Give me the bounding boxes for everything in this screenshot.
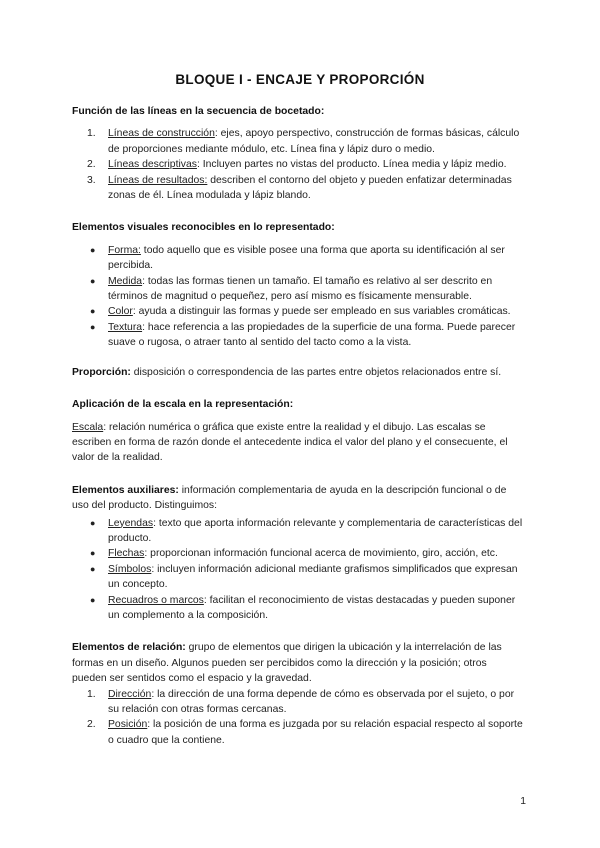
definition: : la dirección de una forma depende de cómo es observada por el sujeto, o por su relación con otras formas cercanas. [108,688,515,715]
document-body [72,104,524,748]
term: Leyendas [108,517,154,529]
list-item [72,243,524,274]
term: Escala [72,421,104,433]
section-heading-escala: Aplicación de la escala en la representación: [72,399,294,411]
list-item [72,687,524,718]
definition: : la posición de una forma es juzgada por su relación espacial respecto al soporte o cuadro que la contiene. [108,719,523,746]
list-number: 3. [87,174,96,186]
list-item [72,157,524,172]
definition: : todas las formas tienen un tamaño. El tamaño es relativo al ser descrito en términos de magnitud o pequeñez, pero así mismo es físicamente mensurable. [108,275,493,303]
term: Líneas descriptivas [108,159,197,171]
term: Color [108,306,133,318]
definition: : ayuda a distinguir las formas y puede ser empleado en sus variables cromáticas. [132,306,511,318]
list-number: 1. [87,688,96,700]
bullet-icon: ● [90,321,96,332]
definition: : facilitan el reconocimiento de vistas destacadas y pueden suponer un complemento a la composición. [108,594,516,621]
term: Símbolos [108,563,152,575]
elementos-visuales-list [72,243,524,351]
bullet-icon: ● [90,563,96,574]
page-number: 1 [520,796,526,807]
bullet-icon: ● [90,244,96,255]
auxiliares-paragraph [72,483,524,514]
definition: : ejes, apoyo perspectivo, construcción de formas básicas, cálculo de proporciones mediante módulo, etc. Línea fina y lápiz duro o medio. [108,128,520,155]
term: Dirección [108,688,152,700]
definition: : incluyen información adicional mediante grafismos simplificados que expresan un concepto. [108,563,518,591]
bullet-icon: ● [90,275,96,286]
auxiliares-label: Elementos auxiliares: [72,484,179,496]
bullet-icon: ● [90,306,96,317]
list-item [72,173,524,204]
term: Posición [108,719,148,731]
bullet-icon: ● [90,548,96,559]
proporcion-paragraph [72,365,524,380]
section-heading-lineas: Función de las líneas en la secuencia de bocetado: [72,106,325,117]
proporcion-text: disposición o correspondencia de las partes entre objetos relacionados entre sí. [130,366,502,378]
list-item [72,274,524,305]
relacion-text: grupo de elementos que dirigen la ubicación y la interrelación de las formas en un diseño. Algunos pueden ser percibidos como la dirección y la posición; otros pueden ser sentidos como el espacio y la gravedad. [72,642,502,685]
list-number: 2. [87,159,96,171]
page-title: BLOQUE I - ENCAJE Y PROPORCIÓN [175,72,425,87]
list-item [72,320,524,351]
escala-paragraph [72,420,524,466]
relacion-list [72,687,524,749]
definition: todo aquello que es visible posee una forma que aporta su identificación al ser percibida. [108,244,505,272]
term: Forma: [108,244,141,256]
list-item [72,126,524,157]
bullet-icon: ● [90,517,96,528]
list-item [72,304,524,319]
definition: : relación numérica o gráfica que existe entre la realidad y el dibujo. Las escalas se escriben en forma de razón donde el antecedente indica el valor del plano y el consecuente, el valor de la realidad. [72,421,508,464]
definition: describen el contorno del objeto y pueden enfatizar determinadas zonas de él. Línea modulada y lápiz blando. [108,174,512,202]
term: Líneas de construcción [108,128,215,140]
auxiliares-text: información complementaria de ayuda en la descripción funcional o de uso del producto. Distinguimos: [72,484,507,512]
term: Flechas [108,548,145,560]
relacion-label: Elementos de relación: [72,642,186,654]
definition: : proporcionan información funcional acerca de movimiento, giro, acción, etc. [144,548,498,560]
bullet-icon: ● [90,594,96,605]
list-number: 2. [87,719,96,731]
list-item [72,546,524,561]
definition: : Incluyen partes no vistas del producto. Línea media y lápiz medio. [196,159,507,171]
section-heading-elementos-visuales: Elementos visuales reconocibles en lo representado: [72,222,335,234]
definition: : texto que aporta información relevante y complementaria de características del producto. [108,517,523,544]
auxiliares-list [72,516,524,624]
term: Líneas de resultados: [108,174,208,186]
list-number: 1. [87,128,96,140]
term: Textura [108,321,143,333]
term: Recuadros o marcos [108,594,204,606]
list-item [72,593,524,624]
list-item [72,717,524,748]
lineas-list [72,126,524,203]
term: Medida [108,275,143,287]
proporcion-label: Proporción: [72,366,131,378]
list-item [72,562,524,593]
list-item [72,516,524,547]
definition: : hace referencia a las propiedades de la superficie de una forma. Puede parecer suave o rugosa, o atraer tanto al sentido del tacto como a la vista. [108,321,516,349]
relacion-paragraph [72,640,524,686]
